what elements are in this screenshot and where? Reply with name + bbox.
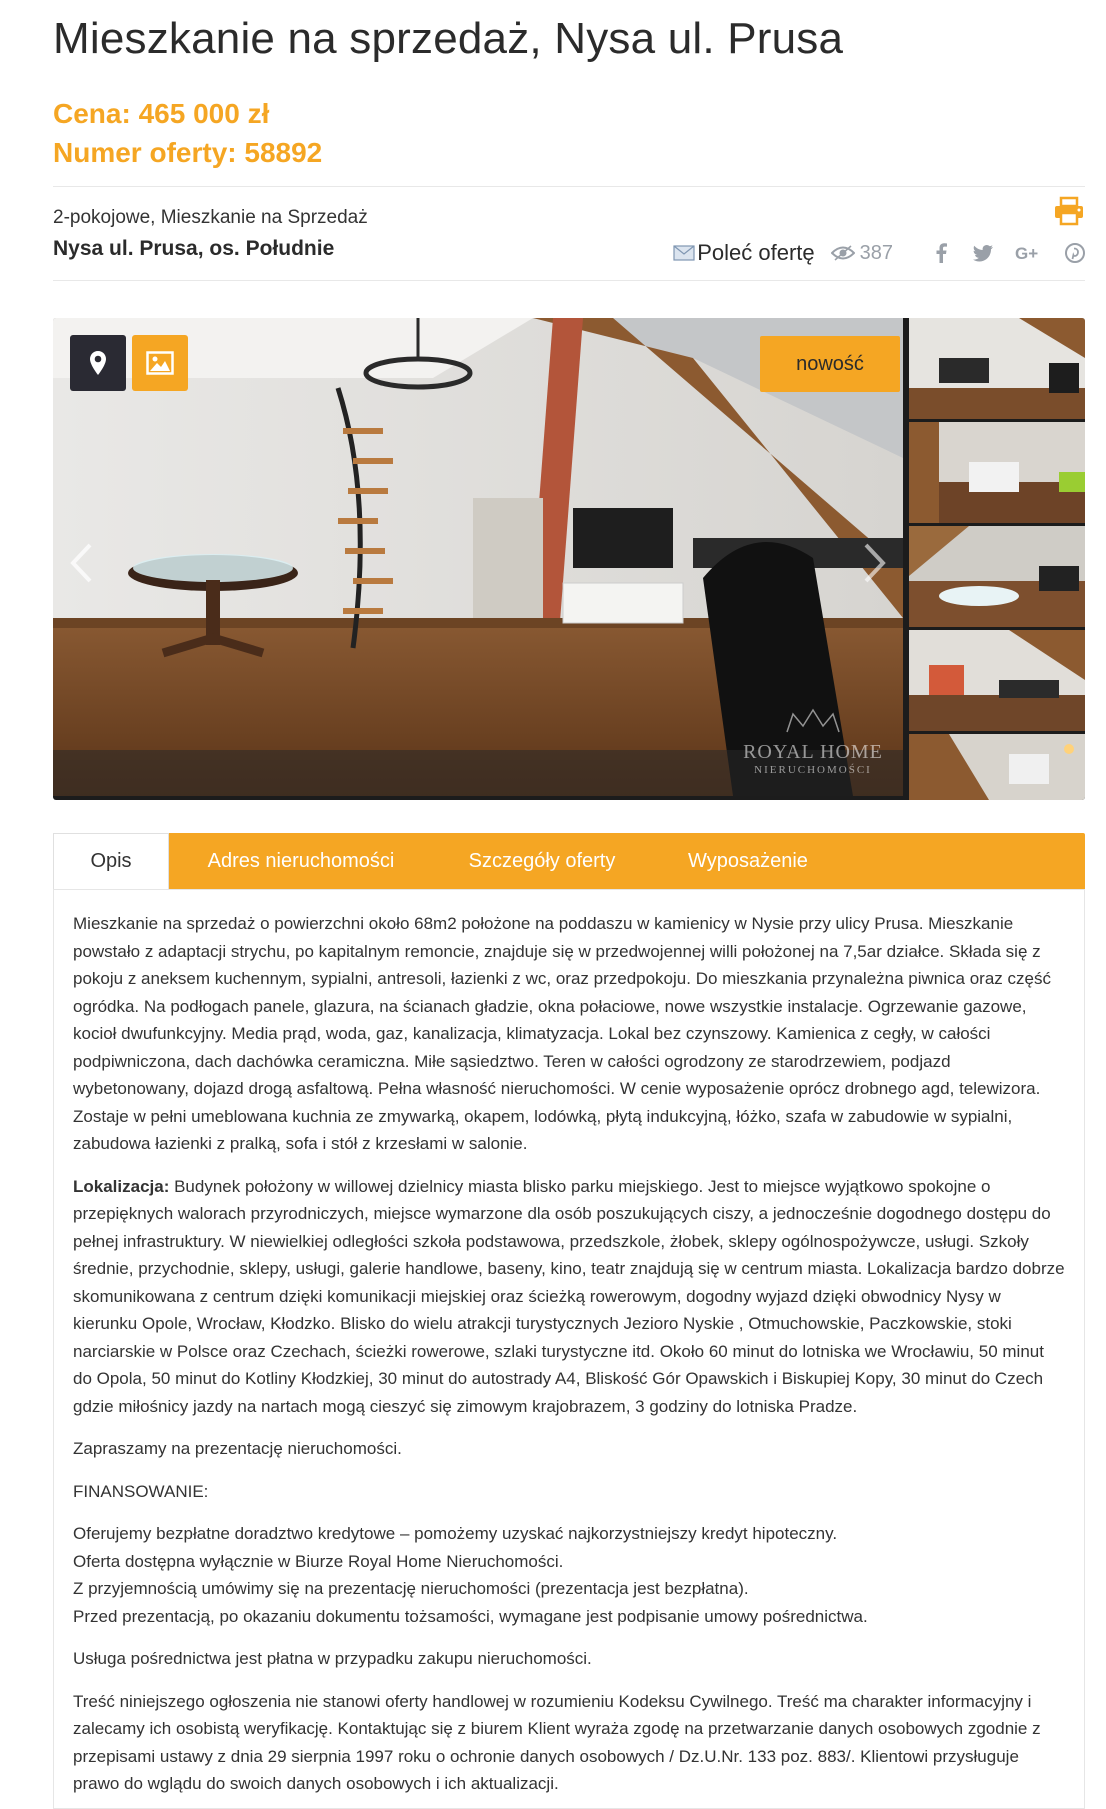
chevron-right-icon <box>864 543 886 583</box>
financing-heading: FINANSOWANIE: <box>73 1481 209 1501</box>
printer-icon <box>1053 196 1085 226</box>
offer-tabs <box>53 833 1085 889</box>
new-offer-badge: nowość <box>760 336 900 392</box>
thumbnail-strip <box>909 318 1085 800</box>
crown-logo-icon <box>783 708 843 734</box>
location-label: Lokalizacja: <box>73 1176 170 1196</box>
tab-szczegoly-oferty[interactable]: Szczegóły oferty <box>468 849 616 872</box>
previous-photo-arrow[interactable] <box>61 533 101 593</box>
photo-gallery <box>53 318 1085 800</box>
location-paragraph <box>73 1173 1065 1421</box>
recommend-offer-link[interactable]: Poleć ofertę <box>697 240 815 265</box>
map-view-button[interactable] <box>70 335 126 391</box>
next-photo-arrow[interactable] <box>855 533 895 593</box>
financing-line: Przed prezentacją, po okazaniu dokumentu tożsamości, wymagane jest podpisanie umowy pośrednictwa. <box>73 1606 868 1626</box>
financing-line: Oferujemy bezpłatne doradztwo kredytowe – pomożemy uzyskać najkorzystniejszy kredyt hipoteczny. <box>73 1524 838 1543</box>
map-pin-icon <box>89 350 107 376</box>
page-title: Mieszkanie na sprzedaż, Nysa ul. Prusa <box>53 14 844 63</box>
description-panel <box>53 889 1085 1809</box>
description-paragraph: Mieszkanie na sprzedaż o powierzchni około 68m2 położone na poddaszu w kamienicy w Nysie przy ulicy Prusa. Mieszkanie powstało z adaptacji strychu, po kapitalnym remoncie, znajduje się w przedwojennej willi położonej na 7,5ar działce. Składa się z pokoju z aneksem kuchennym, sypialni, antresoli, łazienki z wc, oraz przedpokoju. Do mieszkania przynależna piwnica oraz część ogródka. Na podłogach panele, glazura, na ścianach gładzie, okna połaciowe, nowe wszystkie instalacje. Ogrzewanie gazowe, kocioł dwufunkcyjny. Media prąd, woda, gaz, kanalizacja, klimatyzacja. Lokal bez czynszowy. Kamienica z cegły, w całości podpiwniczona, dach dachówka ceramiczna. Miłe sąsiedztwo. Teren w całości ogrodzony ze starodrzewiem, podjazd wybetonowany, dojazd drogą asfaltową. Pełna własność nieruchomości. W cenie wyposażenie oprócz drobnego agd, telewizora. Zostaje w pełni umeblowana kuchnia ze zmywarką, okapem, lodówką, płytą indukcyjną, łóżko, szafa w zabudowie w sypialni, zabudowa łazienki z pralką, sofa i stół z krzesłami w salonie. <box>73 914 1051 1153</box>
watermark-line1: ROYAL HOME <box>743 741 883 763</box>
twitter-icon[interactable] <box>973 243 993 263</box>
tab-adres-nieruchomosci[interactable]: Adres nieruchomości <box>207 849 395 872</box>
watermark-line2: NIERUCHOMOŚCI <box>754 764 872 776</box>
gallery-thumbnail[interactable] <box>909 422 1085 523</box>
gallery-thumbnail[interactable] <box>909 318 1085 419</box>
print-button[interactable] <box>1053 196 1085 226</box>
facebook-icon[interactable] <box>931 243 951 263</box>
financing-paragraph <box>73 1520 1065 1630</box>
price: Cena: 465 000 zł <box>53 98 270 129</box>
gallery-thumbnail[interactable] <box>909 734 1085 800</box>
chevron-left-icon <box>70 543 92 583</box>
tab-opis[interactable]: Opis <box>53 833 169 889</box>
gallery-thumbnail[interactable] <box>909 526 1085 627</box>
property-subtype: 2-pokojowe, Mieszkanie na Sprzedaż <box>53 207 368 228</box>
invitation-paragraph: Zapraszamy na prezentację nieruchomości. <box>73 1439 402 1458</box>
gallery-thumbnail[interactable] <box>909 630 1085 731</box>
royal-home-watermark <box>743 708 883 776</box>
location-text: Budynek położony w willowej dzielnicy miasta blisko parku miejskiego. Jest to miejsce wyjątkowo spokojne o przepięknych walorach przyrodniczych, miejsce wymarzone dla osób poszukujących ciszy, a jednocześnie dogodnego dostępu do pełnej infrastruktury. W niewielkiej odległości szkoła podstawowa, przedszkole, żłobek, sklepy ogólnospożywcze, usługi. Szkoły średnie, przychodnie, sklepy, usługi, galerie handlowe, baseny, kino, teatr znajdują się w centrum miasta. Lokalizacja bardzo dobrze skomunikowana z centrum dzięki komunikacji miejskiej oraz ścieżką rowerowym, dogodny wyjazd dzięki obwodnicy Nysy w kierunku Opole, Wrocław, Kłodzko. Blisko do wielu atrakcji turystycznych Jezioro Nyskie , Otmuchowskie, Paczkowskie, stoki narciarskie w Polsce oraz Czechach, ścieżki rowerowe, szlaki turystyczne itd. Około 60 minut do lotniska we Wrocławiu, 50 minut do Opola, 50 minut do Kotliny Kłodzkiej, 30 minut do autostrady A4, Bliskość Gór Opawskich i Biskupiej Kopy, 30 minut do Czech gdzie miłośnicy jazdy na nartach mogą cieszyć się zimowym krajobrazem, 3 godziny do lotniska Pradze. <box>73 1176 1065 1416</box>
svg-text:G+: G+ <box>1015 244 1039 262</box>
photo-view-button[interactable] <box>132 335 188 391</box>
google-plus-icon[interactable] <box>1015 243 1043 263</box>
financing-line: Oferta dostępna wyłącznie w Biurze Royal Home Nieruchomości. <box>73 1551 564 1571</box>
tab-wyposazenie[interactable]: Wyposażenie <box>688 849 808 872</box>
divider <box>53 186 1085 187</box>
pinterest-icon[interactable] <box>1065 243 1085 263</box>
share-row <box>673 238 1085 268</box>
eye-icon <box>831 245 855 261</box>
image-icon <box>146 351 174 375</box>
divider <box>53 280 1085 281</box>
views-counter <box>831 242 893 265</box>
envelope-icon <box>673 245 695 261</box>
offer-number: Numer oferty: 58892 <box>53 137 323 168</box>
main-photo[interactable] <box>53 318 903 796</box>
fee-paragraph: Usługa pośrednictwa jest płatna w przypadku zakupu nieruchomości. <box>73 1649 592 1668</box>
disclaimer-paragraph: Treść niniejszego ogłoszenia nie stanowi oferty handlowej w rozumieniu Kodeksu Cywilnego. Treść ma charakter informacyjny i zalecamy ich osobistą weryfikację. Kontaktując się z biurem Klient wyraża zgodę na przetwarzanie danych osobowych zgodnie z przepisami ustawy z dnia 29 sierpnia 1997 roku o ochronie danych osobowych / Dz.U.Nr. 133 poz. 883/. Klientowi przysługuje prawo do wglądu do swoich danych osobowych i ich aktualizacji. <box>73 1691 1041 1793</box>
property-address: Nysa ul. Prusa, os. Południe <box>53 237 335 260</box>
views-count: 387 <box>859 241 893 264</box>
financing-line: Z przyjemnością umówimy się na prezentację nieruchomości (prezentacja jest bezpłatna). <box>73 1579 749 1598</box>
